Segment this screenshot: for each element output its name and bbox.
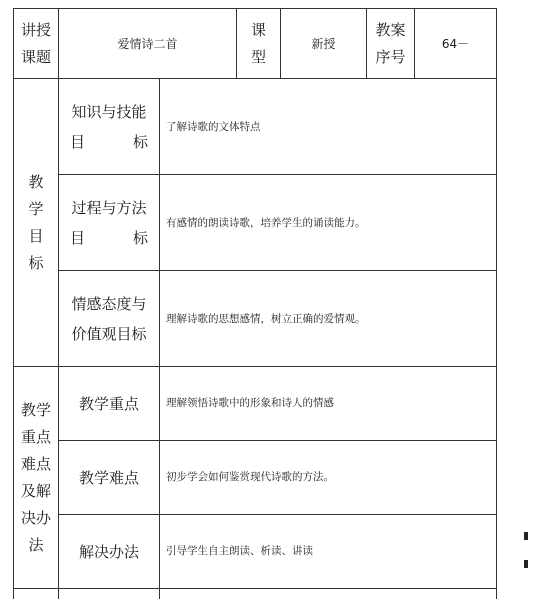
goal-label-line1: 知识与技能 <box>71 102 147 121</box>
goal-label-line2 <box>70 127 148 157</box>
lecture-title-label-line2: 课题 <box>20 47 51 66</box>
goal-label-attitude <box>59 271 159 366</box>
edge-mark <box>524 532 528 540</box>
type-label-line1: 课 <box>250 20 266 39</box>
lecture-title-label-line1: 讲授 <box>20 20 51 39</box>
keypoint-label-solution <box>59 515 159 588</box>
type-label-line2: 型 <box>250 47 266 66</box>
plan-no-label <box>367 9 414 78</box>
goals-label-char-1: 教 <box>28 172 44 191</box>
keypoint-content-text: 理解领悟诗歌中的形象和诗人的情感 <box>166 397 334 409</box>
keypoint-label-text: 解决办法 <box>78 542 139 561</box>
goal-label-char: 标 <box>132 228 148 247</box>
keypoints-label-line: 重点 <box>20 427 51 446</box>
goal-label-char: 标 <box>132 132 148 151</box>
row-divider-key-3 <box>13 588 497 589</box>
goal-label-line1: 情感态度与 <box>71 294 147 313</box>
keypoints-label-line: 决办 <box>20 508 51 527</box>
type-value <box>281 9 366 78</box>
goal-content-text: 了解诗歌的文体特点 <box>166 120 261 133</box>
lecture-title-text: 爱情诗二首 <box>117 37 178 51</box>
edge-mark <box>524 560 528 568</box>
goal-label-line2 <box>70 223 148 253</box>
keypoints-label-line: 法 <box>28 535 44 554</box>
plan-no-label-line2: 序号 <box>375 47 406 66</box>
goal-content-process <box>160 175 496 270</box>
goals-label-char-2: 学 <box>28 199 44 218</box>
goal-label-line1: 过程与方法 <box>71 198 147 217</box>
goals-section-label <box>14 79 58 366</box>
keypoint-content-text: 引导学生自主朗读、析读、讲读 <box>166 545 313 557</box>
goal-content-attitude <box>160 271 496 366</box>
lecture-title-label <box>14 9 58 78</box>
table-border-right <box>496 8 497 599</box>
goal-label-knowledge <box>59 79 159 174</box>
keypoint-label-text: 教学难点 <box>78 468 139 487</box>
keypoint-content-text: 初步学会如何鉴赏现代诗歌的方法。 <box>166 471 334 483</box>
type-value-text: 新授 <box>311 37 336 51</box>
goal-content-knowledge <box>160 79 496 174</box>
goal-label-process <box>59 175 159 270</box>
keypoints-label-line: 难点 <box>20 454 51 473</box>
goal-content-text: 有感情的朗读诗歌，培养学生的诵读能力。 <box>166 216 366 229</box>
goal-label-char: 目 <box>70 132 86 151</box>
type-label <box>237 9 280 78</box>
goal-content-text: 理解诗歌的思想感情，树立正确的爱情观。 <box>166 312 366 325</box>
goals-label-char-3: 目 <box>28 226 44 245</box>
goal-label-line2: 价值观目标 <box>71 324 147 343</box>
keypoints-label-line: 及解 <box>20 481 51 500</box>
keypoint-content-focus <box>160 367 496 440</box>
lecture-title-value <box>59 9 236 78</box>
plan-no-value <box>415 9 496 78</box>
keypoints-label-line: 教学 <box>20 400 51 419</box>
keypoint-label-text: 教学重点 <box>78 394 139 413</box>
keypoint-content-solution <box>160 515 496 588</box>
goal-label-char: 目 <box>70 228 86 247</box>
plan-no-text: 64－ <box>441 37 470 51</box>
goals-label-char-4: 标 <box>28 253 44 272</box>
keypoint-label-focus <box>59 367 159 440</box>
keypoints-section-label <box>14 367 58 588</box>
keypoint-content-difficulty <box>160 441 496 514</box>
keypoint-label-difficulty <box>59 441 159 514</box>
plan-no-label-line1: 教案 <box>375 20 406 39</box>
